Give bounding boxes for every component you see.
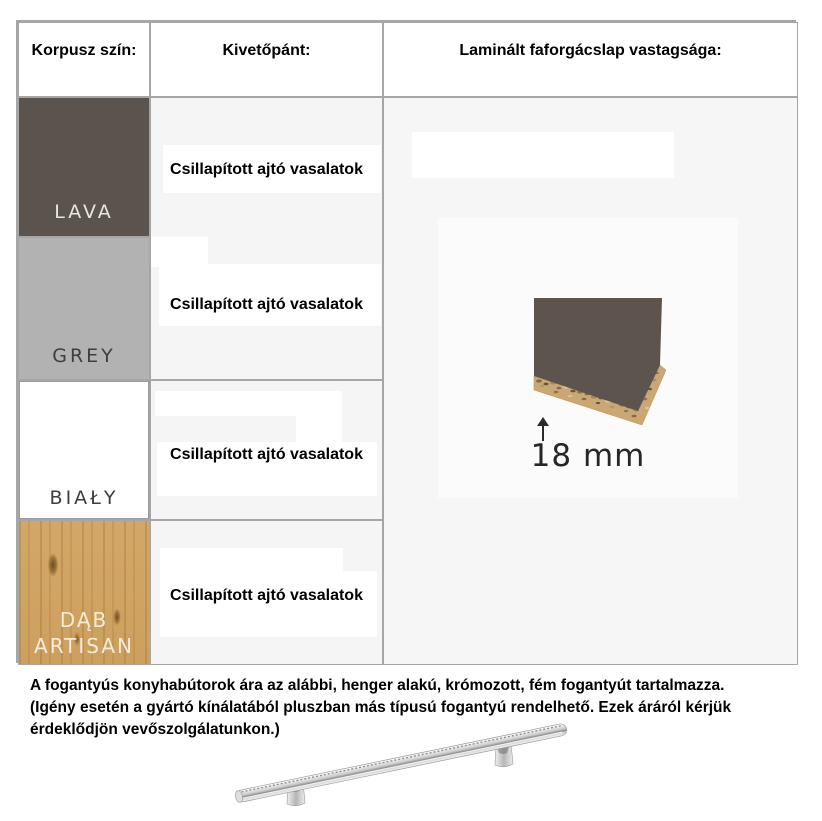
product-spec-table (16, 20, 796, 663)
color-swatch-bialy-label: BIAŁY (49, 487, 119, 509)
color-swatch-grey (18, 237, 150, 380)
whiteout-patch (159, 264, 381, 326)
color-swatch-lava (18, 97, 150, 237)
handle-info-line-3: érdeklődjön vevőszolgálatunkon.) (30, 721, 280, 738)
chrome-bar-handle-illustration (225, 718, 580, 818)
header-board-thickness (383, 22, 798, 97)
color-swatch-bialy (18, 380, 150, 520)
hinge-cell-lava-grey (150, 97, 383, 380)
hinge-text-dab: Csillapított ajtó vasalatok (170, 587, 363, 604)
laminated-chipboard-illustration (525, 296, 667, 436)
handle-info-line-1: A fogantyús konyhabútorok ára az alábbi, henger alakú, krómozott, fém fogantyút tartalmazza. (30, 677, 725, 694)
hinge-cell-bialy (150, 380, 383, 520)
handle-bar (234, 723, 567, 803)
color-swatch-dab-artisan-label: DĄB ARTISAN (34, 608, 134, 658)
color-swatch-grey-label: GREY (52, 345, 116, 367)
color-swatch-lava-label: LAVA (54, 201, 114, 223)
thickness-value: 18 mm (530, 438, 646, 474)
header-hinge-label: Kivetőpánt: (222, 42, 311, 59)
hinge-cell-dab (150, 520, 383, 665)
whiteout-patch (160, 548, 343, 573)
hinge-text-grey: Csillapított ajtó vasalatok (170, 296, 363, 313)
whiteout-patch (151, 237, 208, 267)
whiteout-patch (412, 132, 674, 178)
thickness-cell (383, 97, 798, 665)
header-board-thickness-label: Laminált faforgácslap vastagsága: (459, 42, 722, 59)
header-hinge (150, 22, 383, 97)
header-body-color (18, 22, 150, 97)
color-swatch-dab-artisan (18, 520, 150, 665)
hinge-text-bialy: Csillapított ajtó vasalatok (170, 446, 363, 463)
hinge-text-lava: Csillapított ajtó vasalatok (170, 161, 363, 178)
header-body-color-label: Korpusz szín: (31, 42, 137, 59)
whiteout-patch (296, 391, 342, 447)
handle-info-line-2: (Igény esetén a gyártó kínálatából pluszban más típusú fogantyú rendelhető. Ezek áráról kérjük (30, 699, 732, 716)
